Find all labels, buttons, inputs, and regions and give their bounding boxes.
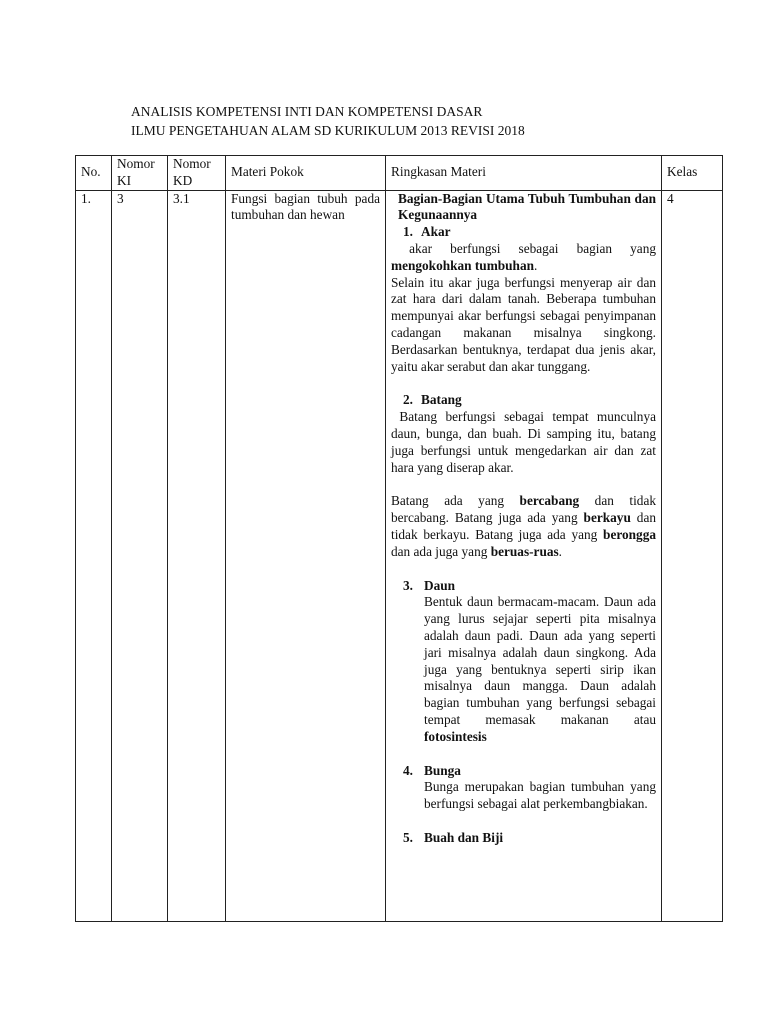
section-title: Batang: [421, 392, 462, 408]
cell-materi-pokok: Fungsi bagian tubuh pada tumbuhan dan hewan: [226, 190, 386, 921]
section-title: Bunga: [424, 762, 461, 778]
cell-ki: 3: [112, 190, 168, 921]
bold-term: fotosintesis: [424, 728, 487, 744]
text-run: .: [558, 543, 562, 559]
text-run: .: [534, 257, 538, 273]
section-akar-heading: [391, 224, 656, 241]
text-run: Batang ada yang: [391, 493, 520, 509]
header-materi-pokok: Materi Pokok: [226, 156, 386, 191]
cell-ringkasan: [386, 190, 662, 921]
section-number: 5.: [403, 829, 413, 845]
title-line-2: ILMU PENGETAHUAN ALAM SD KURIKULUM 2013 REVISI 2018: [131, 123, 525, 138]
title-line-1: ANALISIS KOMPETENSI INTI DAN KOMPETENSI DASAR: [131, 104, 483, 119]
header-nomor-ki: Nomor KI: [112, 156, 168, 191]
akar-paragraph-2: Selain itu akar juga berfungsi menyerap air dan zat hara dari dalam tanah. Beberapa tumbuhan mempunyai akar berfungsi sebagai penyimpanan cadangan makanan misalnya singkong. Berdasarkan bentuknya, terdapat dua jenis akar, yaitu akar serabut dan akar tunggang.: [391, 274, 656, 374]
bold-term: beruas-ruas: [490, 543, 559, 559]
text-run: akar berfungsi sebagai bagian yang: [409, 240, 657, 256]
bold-term: berkayu: [583, 510, 631, 526]
cell-kd: 3.1: [168, 190, 226, 921]
daun-paragraph: [391, 594, 656, 745]
bold-term: berongga: [603, 526, 656, 542]
header-ringkasan-materi: Ringkasan Materi: [386, 156, 662, 191]
cell-no: 1.: [76, 190, 112, 921]
header-nomor-kd: Nomor KD: [168, 156, 226, 191]
section-number: 2.: [403, 392, 413, 408]
section-batang-heading: [391, 392, 656, 409]
ringkasan-heading: Bagian-Bagian Utama Tubuh Tumbuhan dan Kegunaannya: [398, 190, 656, 223]
section-number: 3.: [403, 577, 413, 593]
akar-paragraph-1: [391, 241, 656, 275]
text-run: dan tidak bercabang. Batang juga ada yang: [391, 493, 656, 526]
section-number: 1.: [403, 224, 413, 240]
header-no: No.: [76, 156, 112, 191]
kd-analysis-table: [75, 155, 723, 922]
header-kelas: Kelas: [662, 156, 723, 191]
batang-paragraph-2: [391, 493, 656, 560]
table-header-row: [76, 156, 723, 191]
bold-term: mengokohkan tumbuhan: [391, 257, 534, 273]
document-title: [131, 102, 525, 140]
text-run: dan tidak berkayu. Batang juga ada yang: [391, 510, 656, 542]
text-run: Batang berfungsi sebagai tempat munculnya daun, bunga, dan buah. Di samping itu, batang juga berfungsi untuk mengedarkan air dan zat hara yang diserap akar.: [391, 409, 656, 475]
bunga-paragraph: Bunga merupakan bagian tumbuhan yang berfungsi sebagai alat perkembangbiakan.: [424, 779, 656, 812]
text-run: dan ada juga yang: [391, 543, 491, 559]
text-run: Bentuk daun bermacam-macam. Daun ada yang lurus sejajar seperti pita misalnya adalah daun padi. Daun ada yang seperti jari misalnya adalah daun singkong. Ada juga yang bentuknya seperti sirip ikan misalnya daun mangga. Daun adalah bagian tumbuhan yang berfungsi sebagai tempat memasak makanan atau: [424, 594, 656, 727]
section-bunga-heading: [391, 763, 656, 780]
bold-term: bercabang: [519, 493, 580, 509]
section-title: Daun: [424, 577, 456, 593]
batang-paragraph-1: [391, 409, 656, 476]
section-title: Akar: [421, 224, 451, 240]
section-title: Buah dan Biji: [424, 829, 504, 845]
section-daun-heading: [391, 578, 656, 595]
table-row: [76, 190, 723, 921]
section-buah-heading: [391, 830, 656, 847]
cell-kelas: 4: [662, 190, 723, 921]
section-number: 4.: [403, 762, 413, 778]
